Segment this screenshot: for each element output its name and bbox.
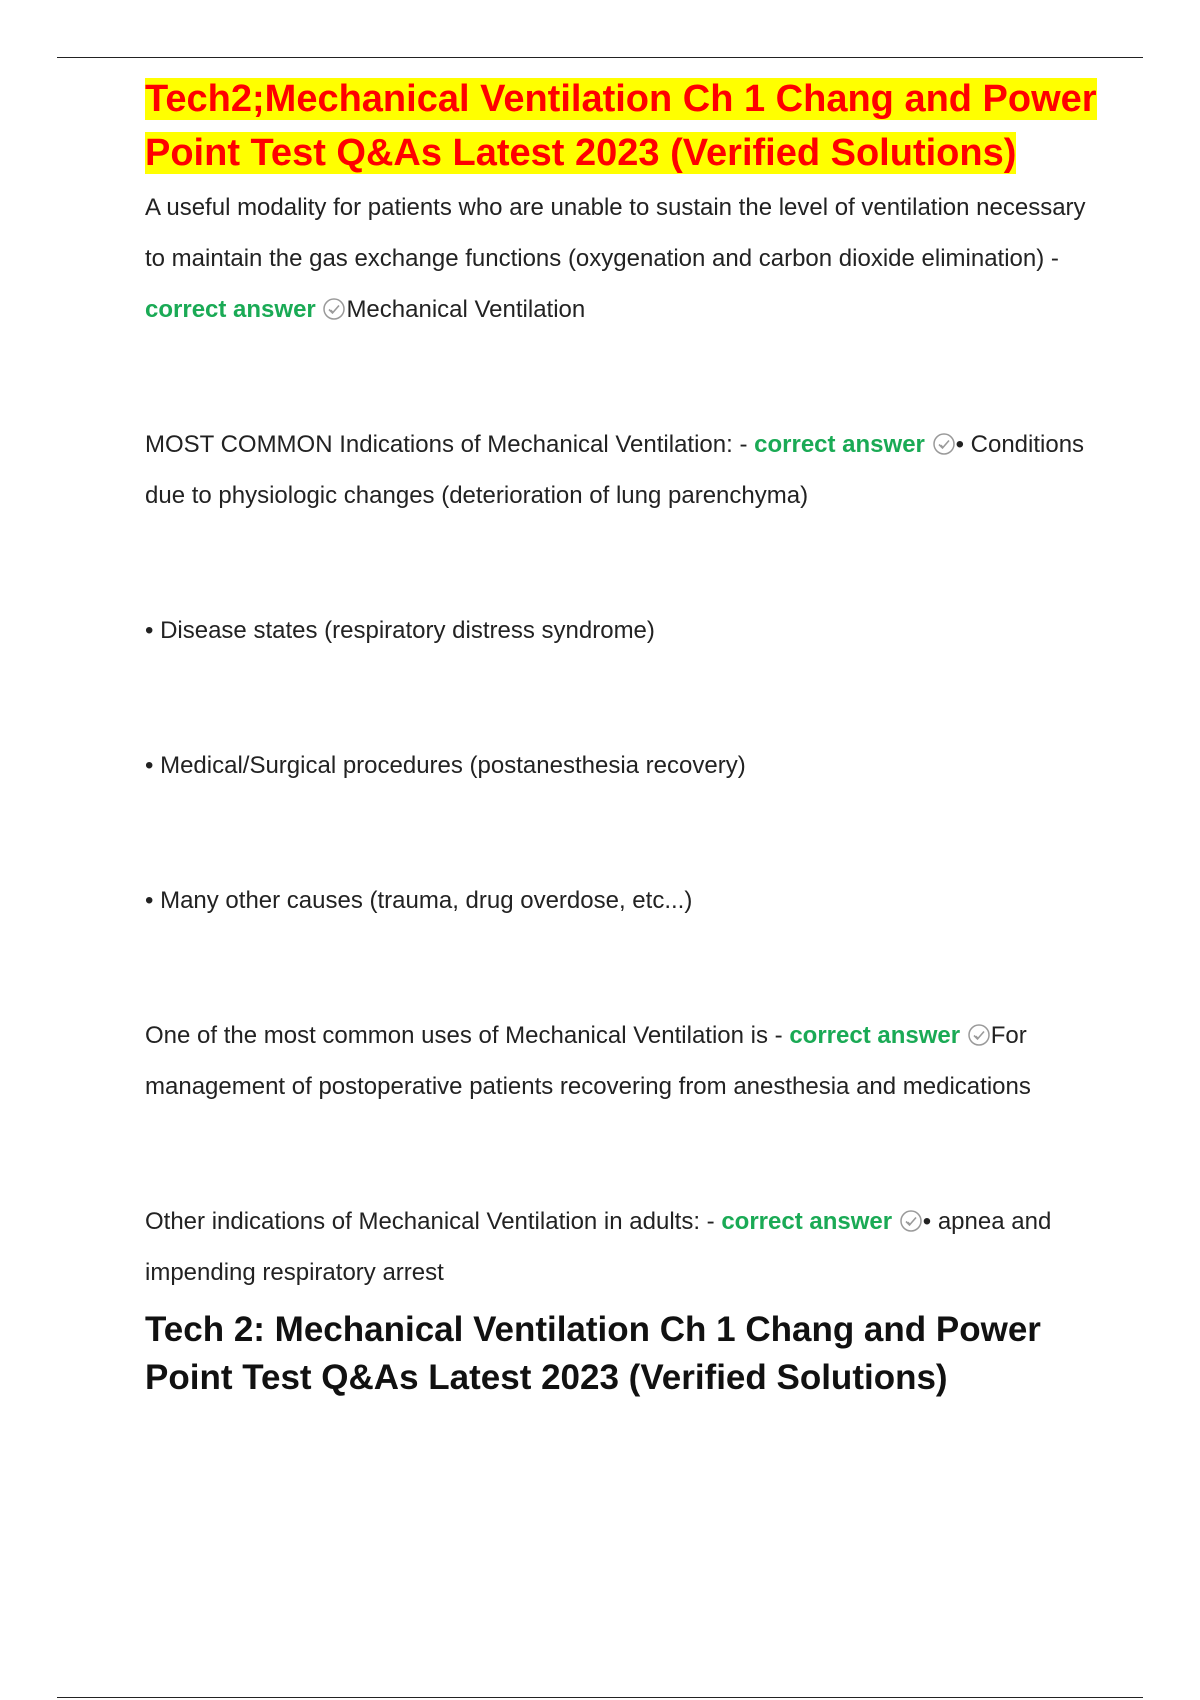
bullet-item-2: • Medical/Surgical procedures (postanesthesia recovery) — [145, 752, 746, 779]
answer-text: For management of postoperative patients recovering from anesthesia and medications — [145, 1022, 1031, 1100]
bottom-rule — [57, 1697, 1143, 1698]
question-text: A useful modality for patients who are unable to sustain the level of ventilation necessary to maintain the gas exchange functions (oxygenation and carbon dioxide elimination) - — [145, 194, 1086, 272]
qa-item-2 — [145, 419, 1100, 521]
correct-answer-label: correct answer — [145, 296, 316, 323]
footer-title: Tech 2: Mechanical Ventilation Ch 1 Chang and Power Point Test Q&As Latest 2023 (Verified Solutions) — [145, 1310, 1041, 1397]
question-text: MOST COMMON Indications of Mechanical Ventilation: - — [145, 431, 755, 458]
answer-text: • Conditions due to physiologic changes (deterioration of lung parenchyma) — [145, 431, 1085, 509]
bullet-item-3: • Many other causes (trauma, drug overdose, etc...) — [145, 887, 693, 914]
qa-item-1 — [145, 182, 1100, 335]
question-text: Other indications of Mechanical Ventilation in adults: - — [145, 1208, 722, 1235]
document-body — [145, 72, 1100, 1402]
document-title — [145, 72, 1100, 180]
title-highlight: Tech2;Mechanical Ventilation Ch 1 Chang and Power Point Test Q&As Latest 2023 (Verified Solutions) — [145, 78, 1097, 174]
answer-text: • apnea and impending respiratory arrest — [145, 1208, 1052, 1286]
top-rule — [57, 57, 1143, 58]
correct-answer-label: correct answer — [754, 431, 925, 458]
qa-item-4 — [145, 1196, 1100, 1298]
qa-item-3 — [145, 1010, 1100, 1112]
check-circle-icon — [967, 1023, 991, 1047]
check-circle-icon — [932, 432, 956, 456]
answer-text: Mechanical Ventilation — [346, 296, 586, 323]
check-circle-icon — [322, 297, 346, 321]
correct-answer-label: correct answer — [789, 1022, 961, 1049]
correct-answer-label: correct answer — [721, 1208, 893, 1235]
bullet-item-1: • Disease states (respiratory distress syndrome) — [145, 617, 655, 644]
question-text: One of the most common uses of Mechanical Ventilation is - — [145, 1022, 790, 1049]
check-circle-icon — [899, 1209, 923, 1233]
